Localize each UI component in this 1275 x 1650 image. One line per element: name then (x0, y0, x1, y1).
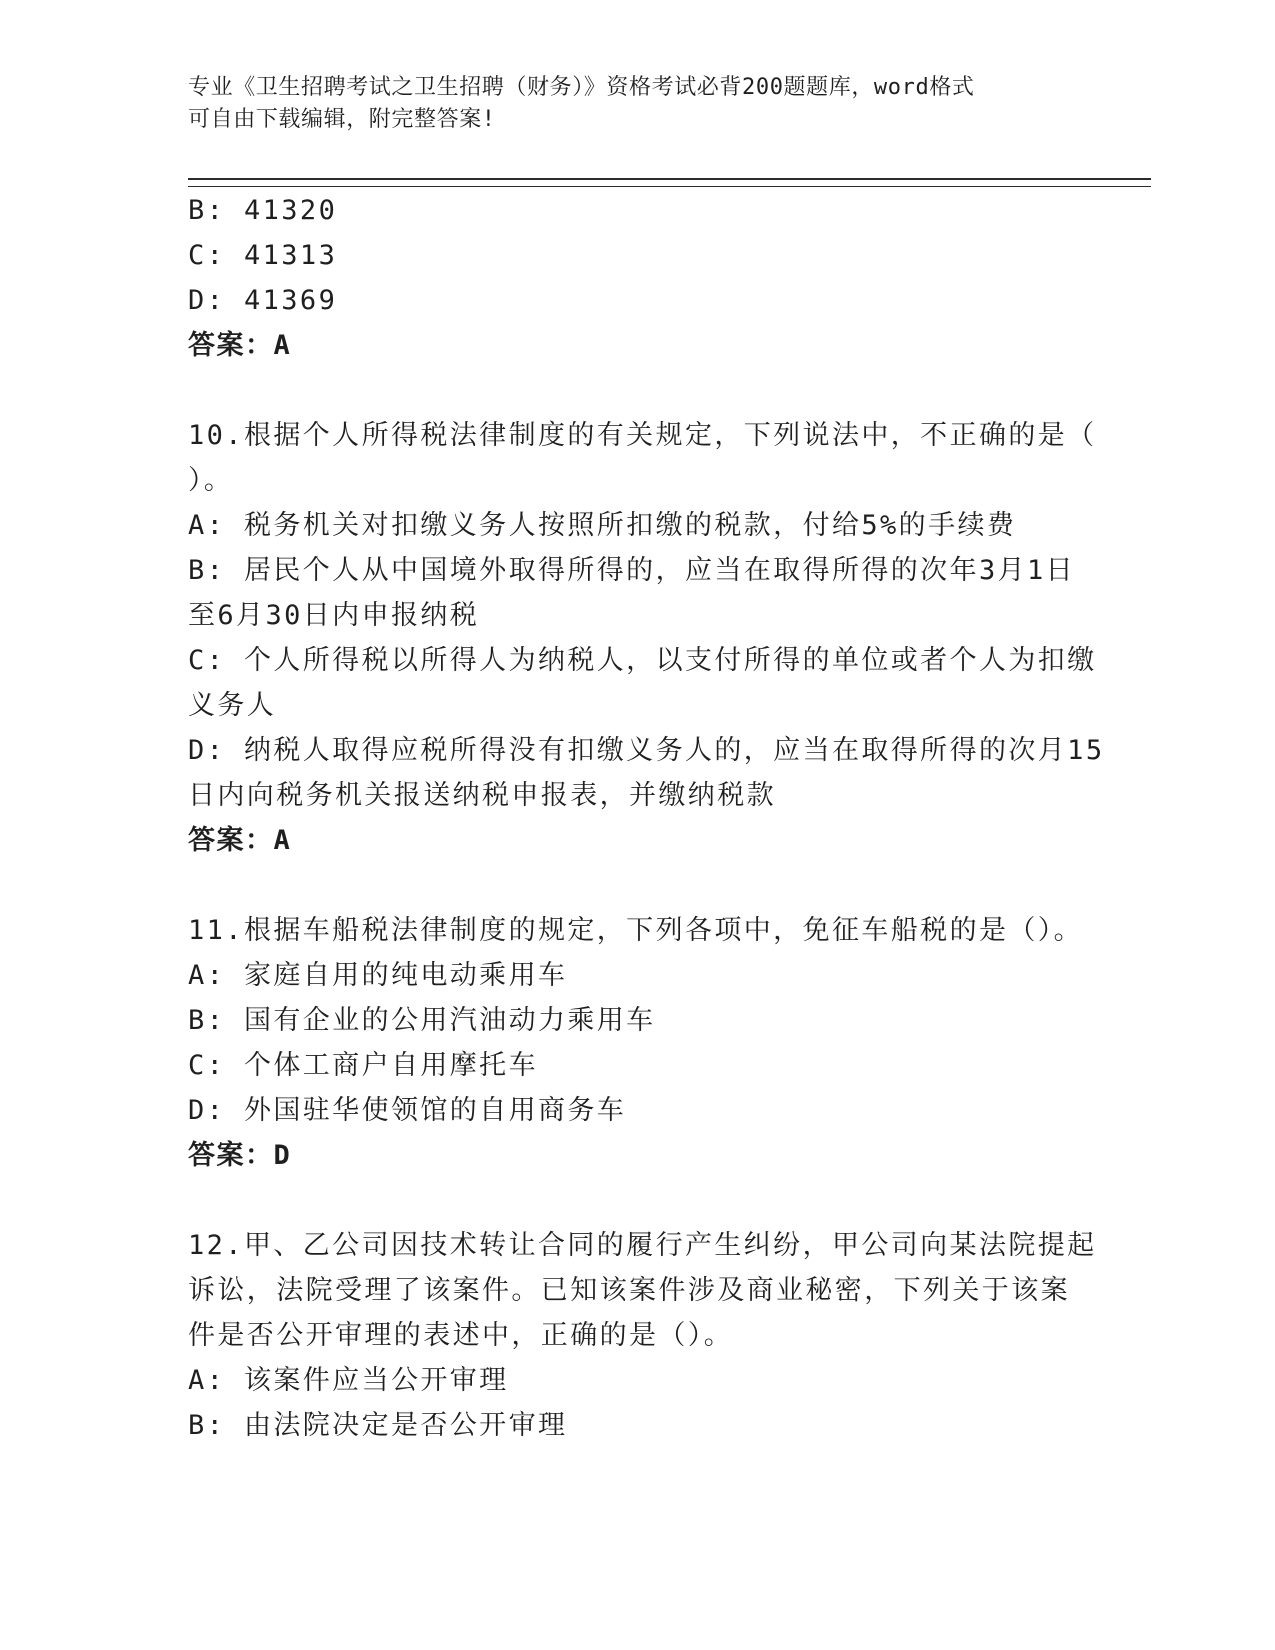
question-11-option-a: A: 家庭自用的纯电动乘用车 (188, 960, 568, 991)
question-11-answer: 答案：D (188, 1140, 292, 1171)
spacer (188, 863, 1088, 908)
question-10-stem-line-1: 10.根据个人所得税法律制度的有关规定，下列说法中，不正确的是（ (188, 420, 1097, 451)
question-11-option-b: B: 国有企业的公用汽油动力乘用车 (188, 1005, 656, 1036)
option-b: B: 41320 (188, 195, 338, 226)
question-11-option-d: D: 外国驻华使领馆的自用商务车 (188, 1095, 627, 1126)
header-title-line-2: 可自由下载编辑，附完整答案! (188, 107, 496, 132)
question-10-option-c-line-1: C: 个人所得税以所得人为纳税人，以支付所得的单位或者个人为扣缴 (188, 645, 1097, 676)
document-body (188, 188, 1105, 1448)
question-11-stem: 11.根据车船税法律制度的规定，下列各项中，免征车船税的是（）。 (188, 915, 1084, 946)
header-title-line-1: 专业《卫生招聘考试之卫生招聘（财务）》资格考试必背200题题库，word格式 (188, 75, 975, 100)
question-10-stem-line-2: ）。 (188, 465, 234, 496)
question-10-option-b-line-2: 至6月30日内申报纳税 (188, 600, 480, 631)
question-12-stem-line-2: 诉讼，法院受理了该案件。已知该案件涉及商业秘密，下列关于该案 (188, 1275, 1070, 1306)
option-d: D: 41369 (188, 285, 338, 316)
question-10-option-a: A: 税务机关对扣缴义务人按照所扣缴的税款，付给5%的手续费 (188, 510, 1017, 541)
question-10-answer: 答案：A (188, 825, 292, 856)
header-divider (188, 178, 1151, 187)
question-10-option-d-line-1: D: 纳税人取得应税所得没有扣缴义务人的，应当在取得所得的次月15 (188, 735, 1105, 766)
question-12-option-b: B: 由法院决定是否公开审理 (188, 1410, 568, 1441)
question-12-stem-line-1: 12.甲、乙公司因技术转让合同的履行产生纠纷，甲公司向某法院提起 (188, 1230, 1097, 1261)
option-c: C: 41313 (188, 240, 338, 271)
spacer (188, 1178, 1088, 1223)
question-10-option-d-line-2: 日内向税务机关报送纳税申报表，并缴纳税款 (188, 780, 776, 811)
spacer (188, 368, 1088, 413)
question-10-option-b-line-1: B: 居民个人从中国境外取得所得的，应当在取得所得的次年3月1日 (188, 555, 1076, 586)
question-12-option-a: A: 该案件应当公开审理 (188, 1365, 509, 1396)
question-10-option-c-line-2: 义务人 (188, 690, 277, 721)
document-header (188, 72, 1068, 136)
answer-line: 答案：A (188, 330, 292, 361)
question-12-stem-line-3: 件是否公开审理的表述中，正确的是（）。 (188, 1320, 734, 1351)
question-11-option-c: C: 个体工商户自用摩托车 (188, 1050, 538, 1081)
